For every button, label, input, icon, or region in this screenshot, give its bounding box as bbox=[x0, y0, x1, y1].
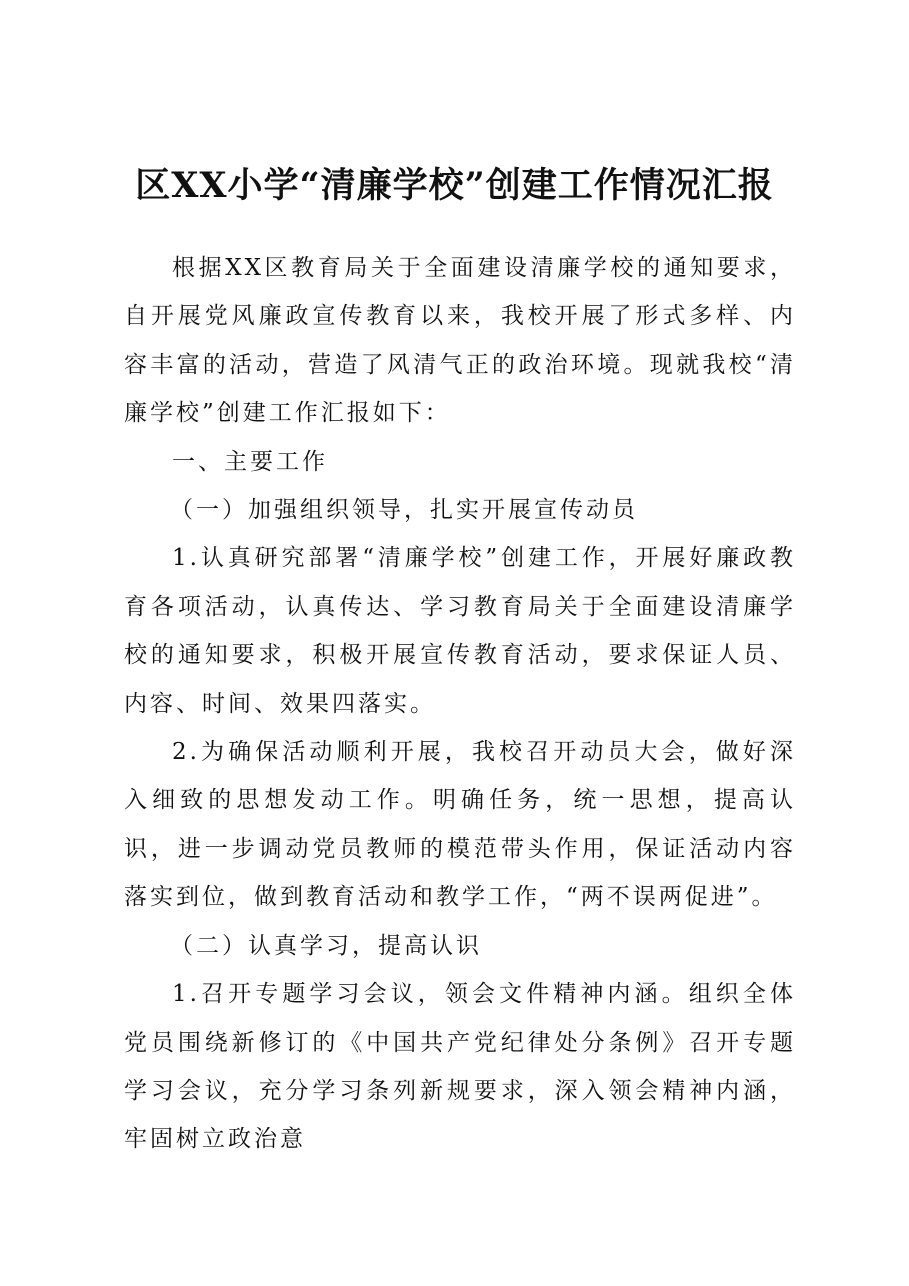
subsection-heading-study: （二）认真学习，提高认识 bbox=[170, 932, 482, 959]
intro-paragraph: 根据XX区教育局关于全面建设清廉学校的通知要求，自开展党风廉政宣传教育以来，我校开展了形式多样、内容丰富的活动，营造了风清气正的政治环境。现就我校“清廉学校”创建工作汇报如下： bbox=[124, 255, 796, 427]
subsection-heading-organization: （一）加强组织领导，扎实开展宣传动员 bbox=[170, 497, 638, 524]
paragraph-study-meeting: 1.召开专题学习会议，领会文件精神内涵。组织全体党员围绕新修订的《中国共产党纪律处分条例》召开专题学习会议，充分学习条列新规要求，深入领会精神内涵，牢固树立政治意 bbox=[124, 981, 796, 1153]
paragraph-deployment: 1.认真研究部署“清廉学校”创建工作，开展好廉政教育各项活动，认真传达、学习教育局关于全面建设清廉学校的通知要求，积极开展宣传教育活动，要求保证人员、内容、时间、效果四落实。 bbox=[124, 545, 796, 717]
document-body bbox=[124, 244, 796, 1164]
document-title: 区XX小学“清廉学校”创建工作情况汇报 bbox=[135, 165, 774, 206]
paragraph-mobilization: 2.为确保活动顺利开展，我校召开动员大会，做好深入细致的思想发动工作。明确任务，统一思想，提高认识，进一步调动党员教师的模范带头作用，保证活动内容落实到位，做到教育活动和教学工作，“两不误两促进”。 bbox=[124, 739, 796, 911]
section-heading-main-work: 一、主要工作 bbox=[172, 448, 328, 475]
